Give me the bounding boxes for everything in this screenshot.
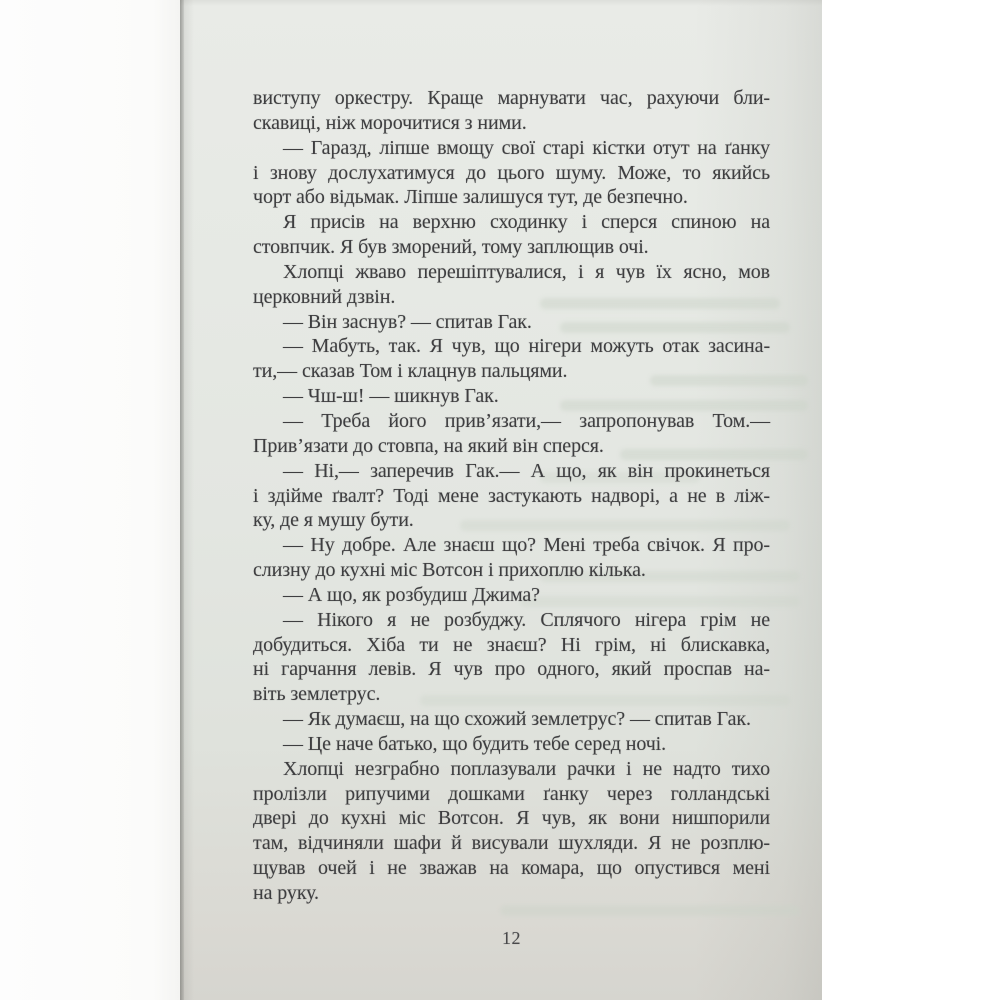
body-line: чорт або відьмак. Ліпше залишуся тут, де безпечно. xyxy=(253,186,688,209)
body-line: — Мабуть, так. Я чув, що нігери можуть отак засина- xyxy=(283,335,770,358)
body-line: — Ні,— заперечив Гак.— А що, як він прокинеться xyxy=(283,459,770,482)
body-line: Я присів на верхню сходинку і сперся спиною на xyxy=(283,211,770,234)
body-line: — Ну добре. Але знаєш що? Мені треба свічок. Я про- xyxy=(283,534,770,557)
body-line: виступу оркестру. Краще марнувати час, рахуючи бли- xyxy=(253,87,770,109)
body-line: пролізли рипучими дошками ґанку через голландські xyxy=(253,782,770,805)
body-line: і знову дослухатимуся до цього шуму. Може, то якийсь xyxy=(253,161,770,184)
page-number: 12 xyxy=(502,928,521,948)
book-page-photo xyxy=(180,0,822,1000)
body-line: скавиці, ніж морочитися з ними. xyxy=(253,111,527,134)
body-line: віть землетрус. xyxy=(253,683,381,706)
body-line: щував очей і не зважав на комара, що опустився мені xyxy=(253,857,770,880)
body-line: добудиться. Хіба ти не знаєш? Ні грім, ні блискавка, xyxy=(253,633,770,656)
body-line: стовпчик. Я був зморений, тому заплющив очі. xyxy=(253,236,649,259)
text-block xyxy=(253,86,770,906)
body-line: — Він заснув? — спитав Гак. xyxy=(283,310,532,333)
body-line: Прив’язати до стовпа, на який він сперся. xyxy=(253,434,604,457)
body-line: там, відчиняли шафи й висували шухляди. Я не розплю- xyxy=(253,832,770,855)
body-line: — Нікого я не розбуджу. Сплячого нігера грім не xyxy=(283,608,770,631)
body-line: Хлопці жваво перешіптувалися, і я чув їх ясно, мов xyxy=(283,260,770,283)
body-line: ні гарчання левів. Я чув про одного, який проспав на- xyxy=(253,658,770,681)
body-line: — Це наче батько, що будить тебе серед ночі. xyxy=(283,732,667,755)
backdrop-left-strip xyxy=(0,0,180,1000)
body-line: — Гаразд, ліпше вмощу свої старі кістки отут на ґанку xyxy=(283,136,770,159)
body-line: і здійме ґвалт? Тоді мене застукають надворі, а не в ліж- xyxy=(253,484,770,507)
page-left-edge xyxy=(180,0,184,1000)
body-line: — А що, як розбудиш Джима? xyxy=(283,583,540,606)
body-line: церковний дзвін. xyxy=(253,285,396,308)
bleed-through-text xyxy=(500,905,800,916)
body-line: ти,— сказав Том і клацнув пальцями. xyxy=(253,360,568,383)
body-line: — Треба його прив’язати,— запропонував Том.— xyxy=(283,409,770,432)
body-line: — Чш-ш! — шикнув Гак. xyxy=(283,385,499,408)
body-line: на руку. xyxy=(253,882,319,904)
body-line: — Як думаєш, на що схожий землетрус? — спитав Гак. xyxy=(283,708,751,731)
body-line: слизну до кухні міс Вотсон і прихоплю кілька. xyxy=(253,559,646,582)
body-line: Хлопці незграбно поплазували рачки і не надто тихо xyxy=(283,757,770,780)
body-line: ку, де я мушу бути. xyxy=(253,509,414,532)
body-line: двері до кухні міс Вотсон. Я чув, як вони нишпорили xyxy=(253,807,770,830)
